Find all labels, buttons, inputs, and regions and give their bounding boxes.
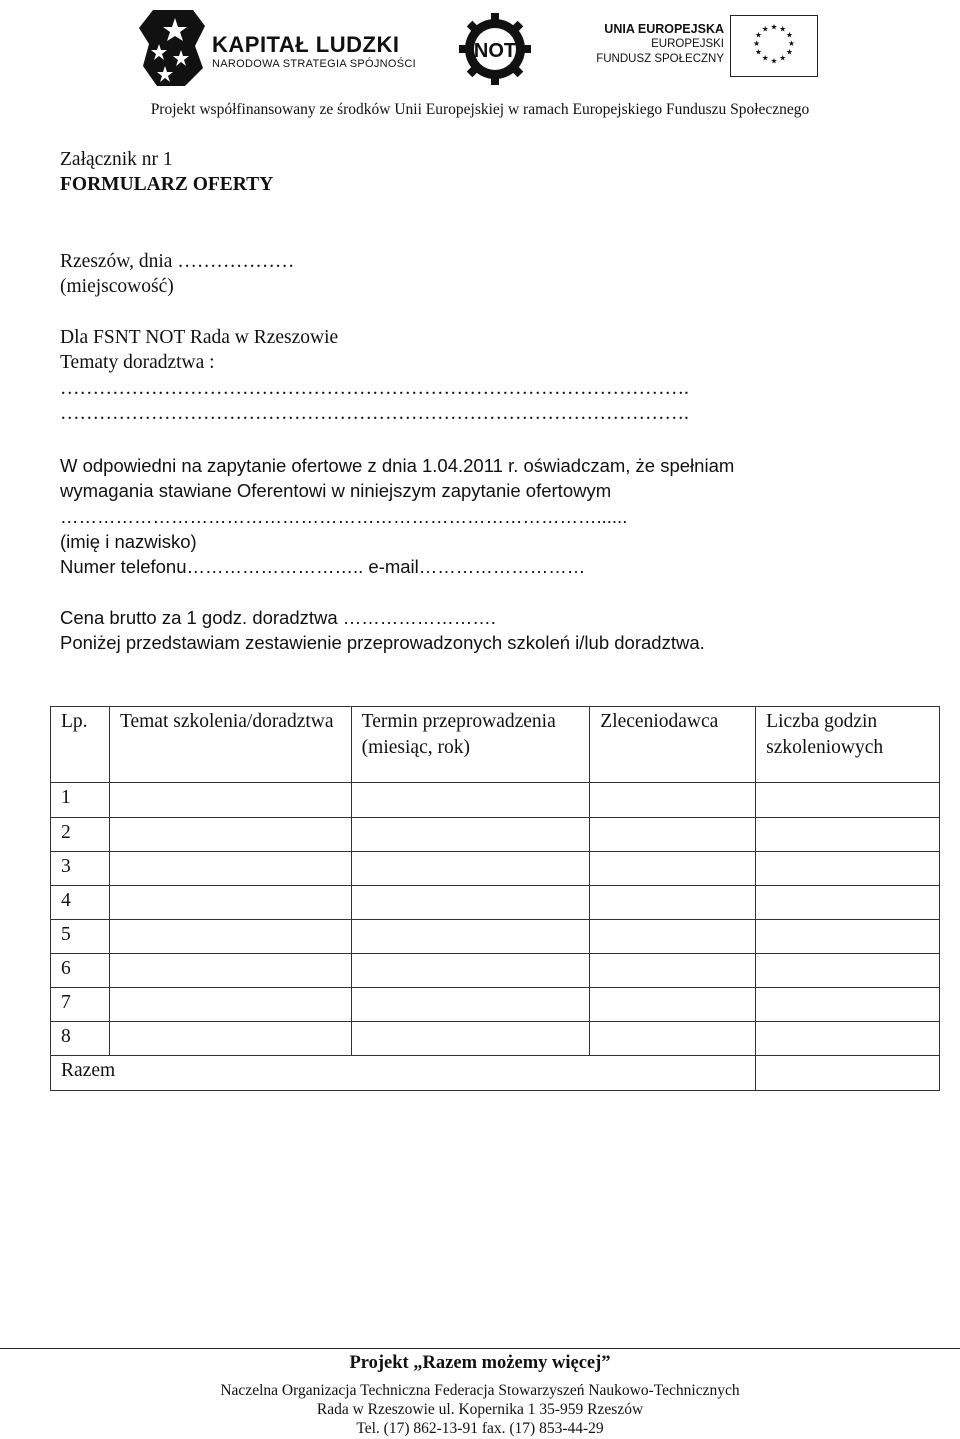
header-lp: Lp. bbox=[51, 707, 110, 783]
row-number: 8 bbox=[51, 1022, 110, 1056]
table-row bbox=[51, 852, 940, 886]
eu-logo-text bbox=[504, 22, 724, 67]
svg-text:★: ★ bbox=[753, 39, 761, 49]
cofinancing-note: Projekt współfinansowany ze środków Unii Europejskiej w ramach Europejskiego Funduszu Społecznego bbox=[150, 101, 810, 118]
svg-text:★: ★ bbox=[755, 47, 762, 57]
experience-table bbox=[50, 706, 940, 1091]
name-dots: ……………………………………………………………………………...... bbox=[60, 506, 628, 527]
cell-topic[interactable] bbox=[109, 852, 351, 886]
header-client: Zleceniodawca bbox=[590, 707, 756, 783]
cell-date[interactable] bbox=[351, 783, 590, 818]
cell-hours[interactable] bbox=[756, 852, 940, 886]
eu-line-3: FUNDUSZ SPOŁECZNY bbox=[596, 53, 724, 65]
cell-topic[interactable] bbox=[109, 954, 351, 988]
total-label: Razem bbox=[51, 1056, 756, 1091]
form-title: FORMULARZ OFERTY bbox=[60, 174, 274, 195]
cell-client[interactable] bbox=[590, 1022, 756, 1056]
svg-text:★: ★ bbox=[755, 30, 762, 40]
cell-topic[interactable] bbox=[109, 783, 351, 818]
cell-hours[interactable] bbox=[756, 783, 940, 818]
footer-title: Projekt „Razem możemy więcej” bbox=[349, 1353, 611, 1373]
price-line: Cena brutto za 1 godz. doradztwa ……………………. bbox=[60, 607, 496, 628]
addressee: Dla FSNT NOT Rada w Rzeszowie bbox=[60, 327, 339, 348]
topics-label: Tematy doradztwa : bbox=[60, 352, 215, 373]
cell-topic[interactable] bbox=[109, 886, 351, 920]
attachment-number: Załącznik nr 1 bbox=[60, 149, 173, 170]
place-date-line: Rzeszów, dnia ……………… bbox=[60, 251, 295, 272]
table-row bbox=[51, 1022, 940, 1056]
cell-hours[interactable] bbox=[756, 954, 940, 988]
header-hours: Liczba godzin szkoleniowych bbox=[756, 707, 940, 783]
row-number: 4 bbox=[51, 886, 110, 920]
svg-text:★: ★ bbox=[786, 47, 793, 57]
cell-hours[interactable] bbox=[756, 1022, 940, 1056]
table-row bbox=[51, 954, 940, 988]
cell-client[interactable] bbox=[590, 920, 756, 954]
footer-address: Rada w Rzeszowie ul. Kopernika 1 35-959 Rzeszów bbox=[316, 1401, 644, 1418]
svg-text:★: ★ bbox=[761, 53, 769, 63]
kapital-ludzki-subtitle: NARODOWA STRATEGIA SPÓJNOŚCI bbox=[212, 58, 416, 70]
cell-client[interactable] bbox=[590, 852, 756, 886]
table-header-row bbox=[51, 707, 940, 783]
table-row bbox=[51, 818, 940, 852]
row-number: 1 bbox=[51, 783, 110, 818]
svg-text:★: ★ bbox=[786, 30, 793, 40]
eu-line-1: UNIA EUROPEJSKA bbox=[604, 22, 724, 36]
cell-hours[interactable] bbox=[756, 886, 940, 920]
row-number: 3 bbox=[51, 852, 110, 886]
cell-topic[interactable] bbox=[109, 1022, 351, 1056]
table-row bbox=[51, 783, 940, 818]
place-hint: (miejscowość) bbox=[60, 276, 174, 297]
cell-date[interactable] bbox=[351, 988, 590, 1022]
cell-hours[interactable] bbox=[756, 988, 940, 1022]
cell-date[interactable] bbox=[351, 886, 590, 920]
response-line-2: wymagania stawiane Oferentowi w niniejszym zapytanie ofertowym bbox=[60, 480, 612, 501]
cell-date[interactable] bbox=[351, 852, 590, 886]
row-number: 7 bbox=[51, 988, 110, 1022]
cell-client[interactable] bbox=[590, 886, 756, 920]
response-line-1: W odpowiedni na zapytanie ofertowe z dnia 1.04.2011 r. oświadczam, że spełniam bbox=[60, 455, 735, 476]
table-row bbox=[51, 886, 940, 920]
topics-dots-2: ……………………………………………………………………………………. bbox=[60, 403, 689, 424]
footer-contact: Tel. (17) 862-13-91 fax. (17) 853-44-29 bbox=[356, 1420, 604, 1437]
header-date: Termin przeprowadzenia (miesiąc, rok) bbox=[351, 707, 590, 783]
svg-text:★: ★ bbox=[770, 22, 778, 32]
cell-hours[interactable] bbox=[756, 818, 940, 852]
cell-date[interactable] bbox=[351, 818, 590, 852]
header-topic: Temat szkolenia/doradztwa bbox=[109, 707, 351, 783]
kapital-ludzki-title: KAPITAŁ LUDZKI bbox=[212, 32, 400, 57]
cell-client[interactable] bbox=[590, 818, 756, 852]
row-number: 5 bbox=[51, 920, 110, 954]
name-hint: (imię i nazwisko) bbox=[60, 531, 197, 552]
cell-topic[interactable] bbox=[109, 920, 351, 954]
cell-client[interactable] bbox=[590, 783, 756, 818]
topics-dots-1: ……………………………………………………………………………………. bbox=[60, 378, 689, 399]
cell-client[interactable] bbox=[590, 954, 756, 988]
cell-date[interactable] bbox=[351, 1022, 590, 1056]
eu-flag-icon bbox=[730, 15, 818, 77]
svg-text:★: ★ bbox=[761, 24, 769, 34]
svg-text:★: ★ bbox=[779, 24, 787, 34]
cell-topic[interactable] bbox=[109, 818, 351, 852]
table-row bbox=[51, 988, 940, 1022]
svg-text:★: ★ bbox=[770, 56, 778, 66]
cell-topic[interactable] bbox=[109, 988, 351, 1022]
cell-hours[interactable] bbox=[756, 920, 940, 954]
eu-line-2: EUROPEJSKI bbox=[651, 38, 724, 50]
svg-text:★: ★ bbox=[779, 53, 787, 63]
not-logo-text: NOT bbox=[473, 40, 517, 62]
cell-client[interactable] bbox=[590, 988, 756, 1022]
footer-divider bbox=[0, 1348, 960, 1349]
row-number: 2 bbox=[51, 818, 110, 852]
phone-email-line: Numer telefonu……………………….. e-mail……………………… bbox=[60, 556, 586, 577]
table-total-row bbox=[51, 1056, 940, 1091]
svg-text:★: ★ bbox=[787, 39, 795, 49]
row-number: 6 bbox=[51, 954, 110, 988]
table-row bbox=[51, 920, 940, 954]
cell-total-hours[interactable] bbox=[756, 1056, 940, 1091]
summary-line: Poniżej przedstawiam zestawienie przeprowadzonych szkoleń i/lub doradztwa. bbox=[60, 632, 705, 653]
cell-date[interactable] bbox=[351, 954, 590, 988]
footer-organization: Naczelna Organizacja Techniczna Federacja Stowarzyszeń Naukowo-Technicznych bbox=[220, 1382, 740, 1399]
cell-date[interactable] bbox=[351, 920, 590, 954]
